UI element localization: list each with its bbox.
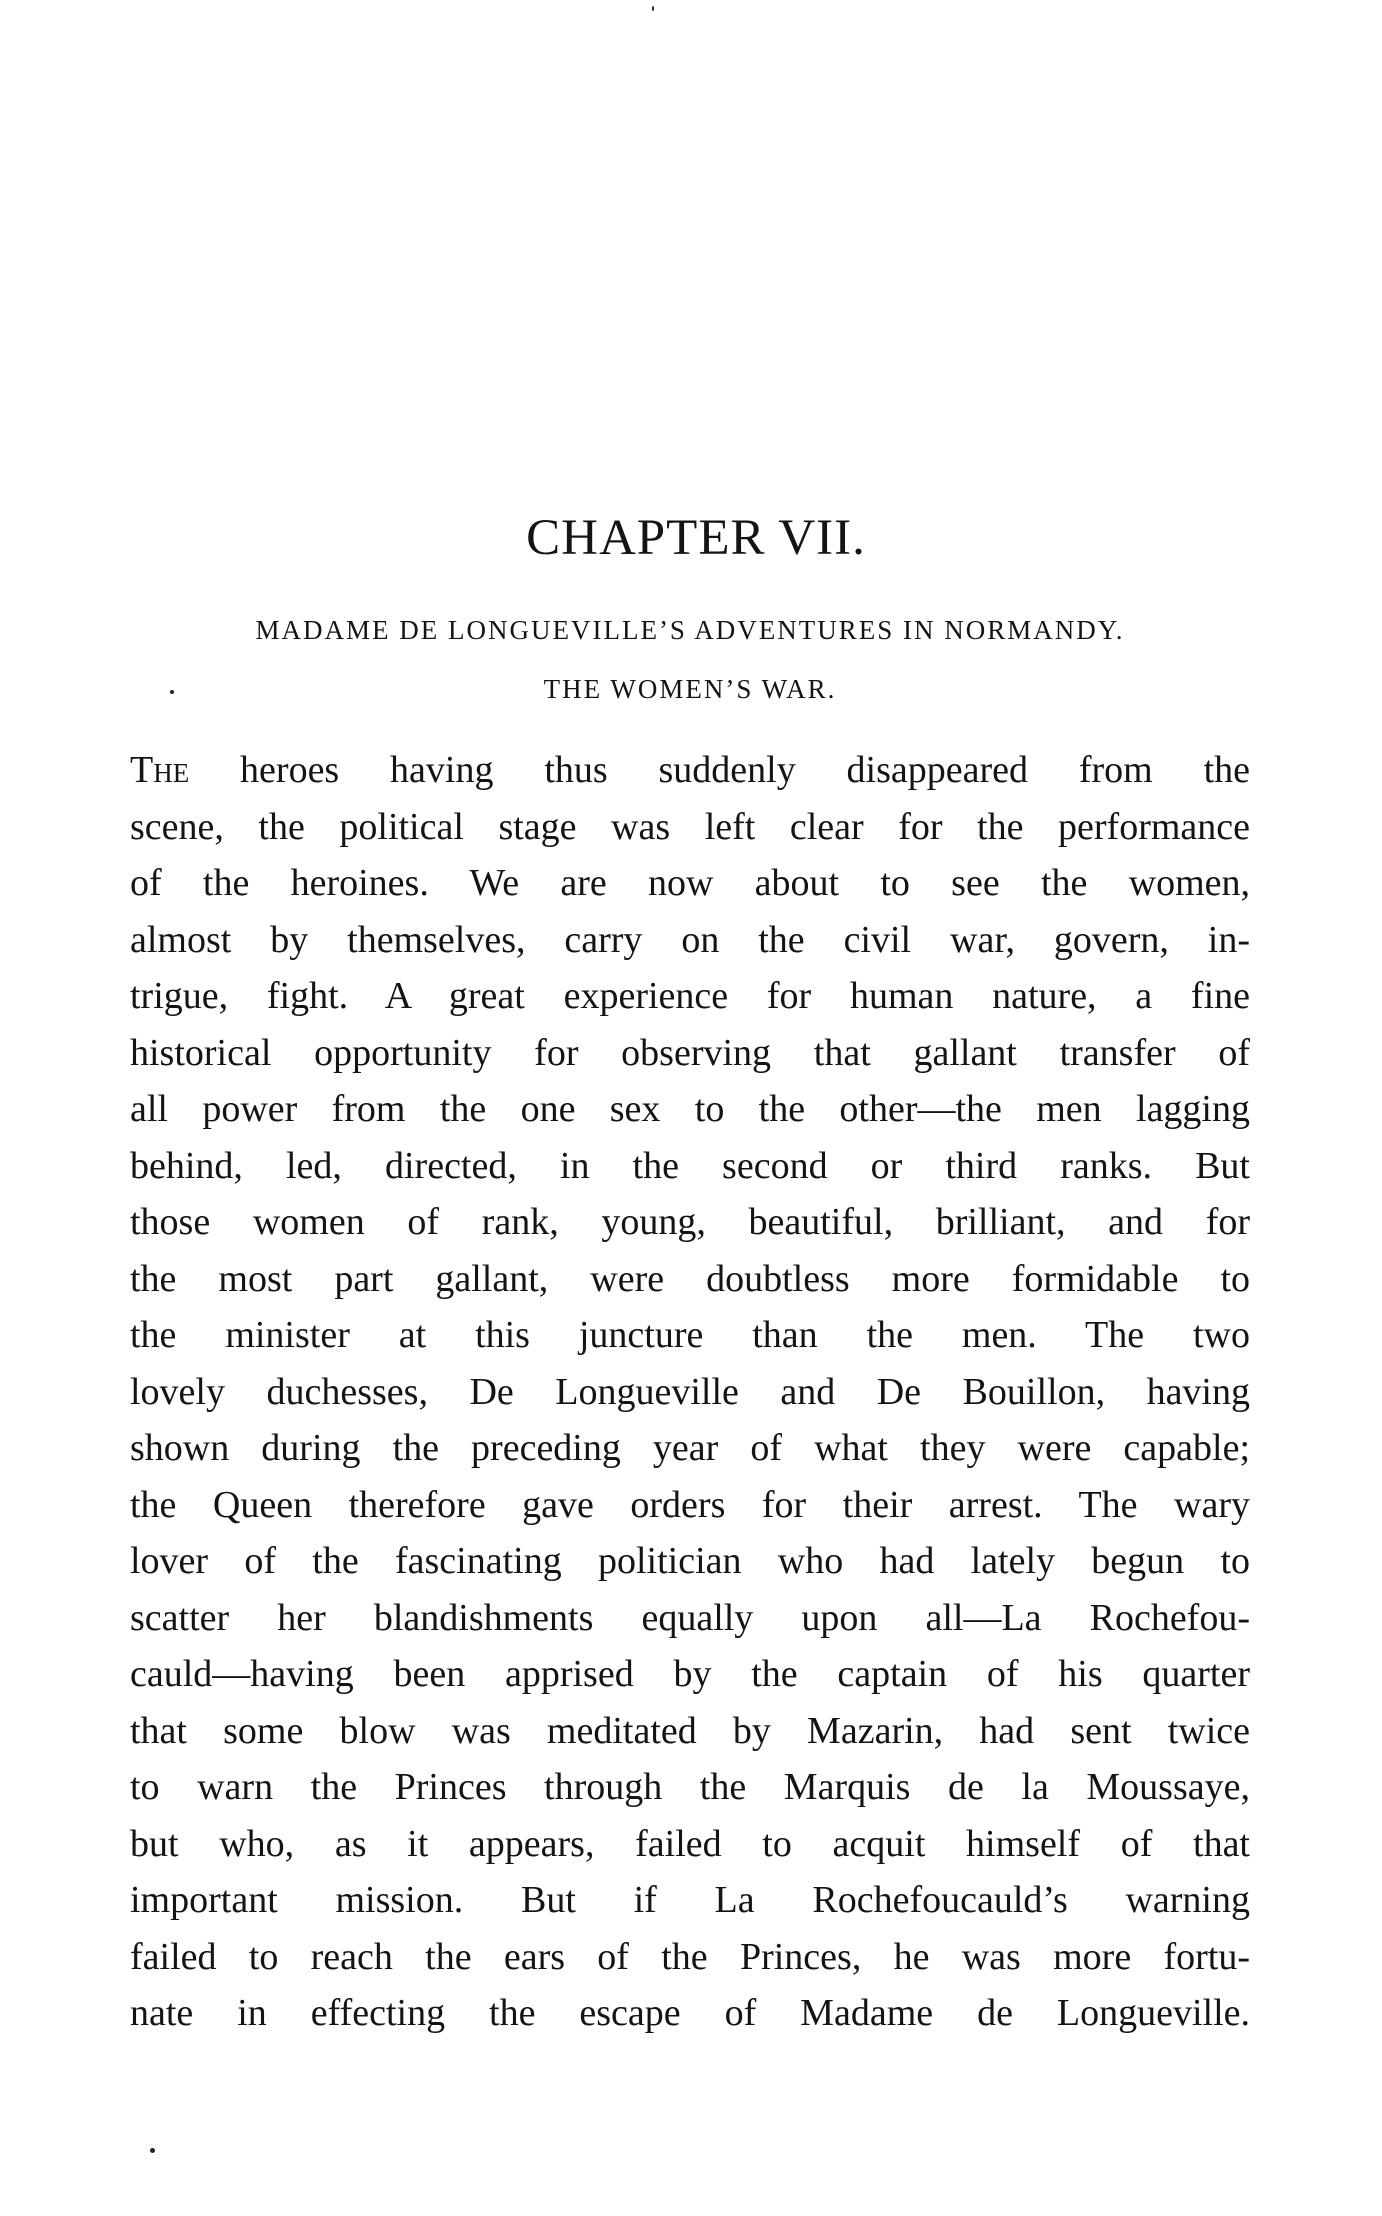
body-line-18: that some blow was meditated by Mazarin, had sent twice xyxy=(130,1709,1250,1752)
body-line-23: nate in effecting the escape of Madame de Longueville. xyxy=(130,1992,1250,2034)
body-line-4: almost by themselves, carry on the civil war, govern, in- xyxy=(130,918,1250,961)
body-line-12: lovely duchesses, De Longueville and De Bouillon, having xyxy=(130,1370,1250,1413)
body-line-9: those women of rank, young, beautiful, brilliant, and for xyxy=(130,1201,1250,1243)
body-line-20: but who, as it appears, failed to acquit himself of that xyxy=(130,1822,1250,1865)
body-line-19: to warn the Princes through the Marquis de la Moussaye, xyxy=(130,1766,1250,1808)
body-line-14: the Queen therefore gave orders for their arrest. The wary xyxy=(130,1483,1250,1526)
print-speck xyxy=(652,6,654,11)
body-line-16: scatter her blandishments equally upon all—La Rochefou- xyxy=(130,1596,1250,1639)
body-line-6: historical opportunity for observing that gallant transfer of xyxy=(130,1031,1250,1074)
body-line-5: trigue, fight. A great experience for human nature, a fine xyxy=(130,975,1250,1017)
body-line-22: failed to reach the ears of the Princes, he was more fortu- xyxy=(130,1935,1250,1978)
body-line-17: cauld—having been apprised by the captain of his quarter xyxy=(130,1653,1250,1695)
chapter-title: CHAPTER VII. xyxy=(526,510,866,566)
chapter-subtitle-line-1: MADAME DE LONGUEVILLE’S ADVENTURES IN NORMANDY. xyxy=(255,615,1125,645)
body-line-3: of the heroines. We are now about to see the women, xyxy=(130,862,1250,904)
body-line-7: all power from the one sex to the other—the men lagging xyxy=(130,1088,1250,1130)
body-line-1 xyxy=(130,742,1250,799)
body-line-13: shown during the preceding year of what they were capable; xyxy=(130,1427,1250,1469)
print-speck xyxy=(170,690,174,694)
body-line-15: lover of the fascinating politician who had lately begun to xyxy=(130,1540,1250,1582)
body-line-8: behind, led, directed, in the second or third ranks. But xyxy=(130,1144,1250,1187)
body-paragraph xyxy=(130,742,1250,2042)
opening-word: The xyxy=(130,749,190,791)
body-line-21: important mission. But if La Rochefoucauld’s warning xyxy=(130,1879,1250,1921)
print-speck xyxy=(150,2148,155,2153)
body-line-10: the most part gallant, were doubtless more formidable to xyxy=(130,1257,1250,1300)
body-line-2: scene, the political stage was left clear for the performance xyxy=(130,805,1250,848)
body-line-11: the minister at this juncture than the men. The two xyxy=(130,1314,1250,1356)
chapter-subtitle-line-2: THE WOMEN’S WAR. xyxy=(543,674,837,704)
body-line-1-text: heroes having thus suddenly disappeared from the xyxy=(240,749,1250,791)
